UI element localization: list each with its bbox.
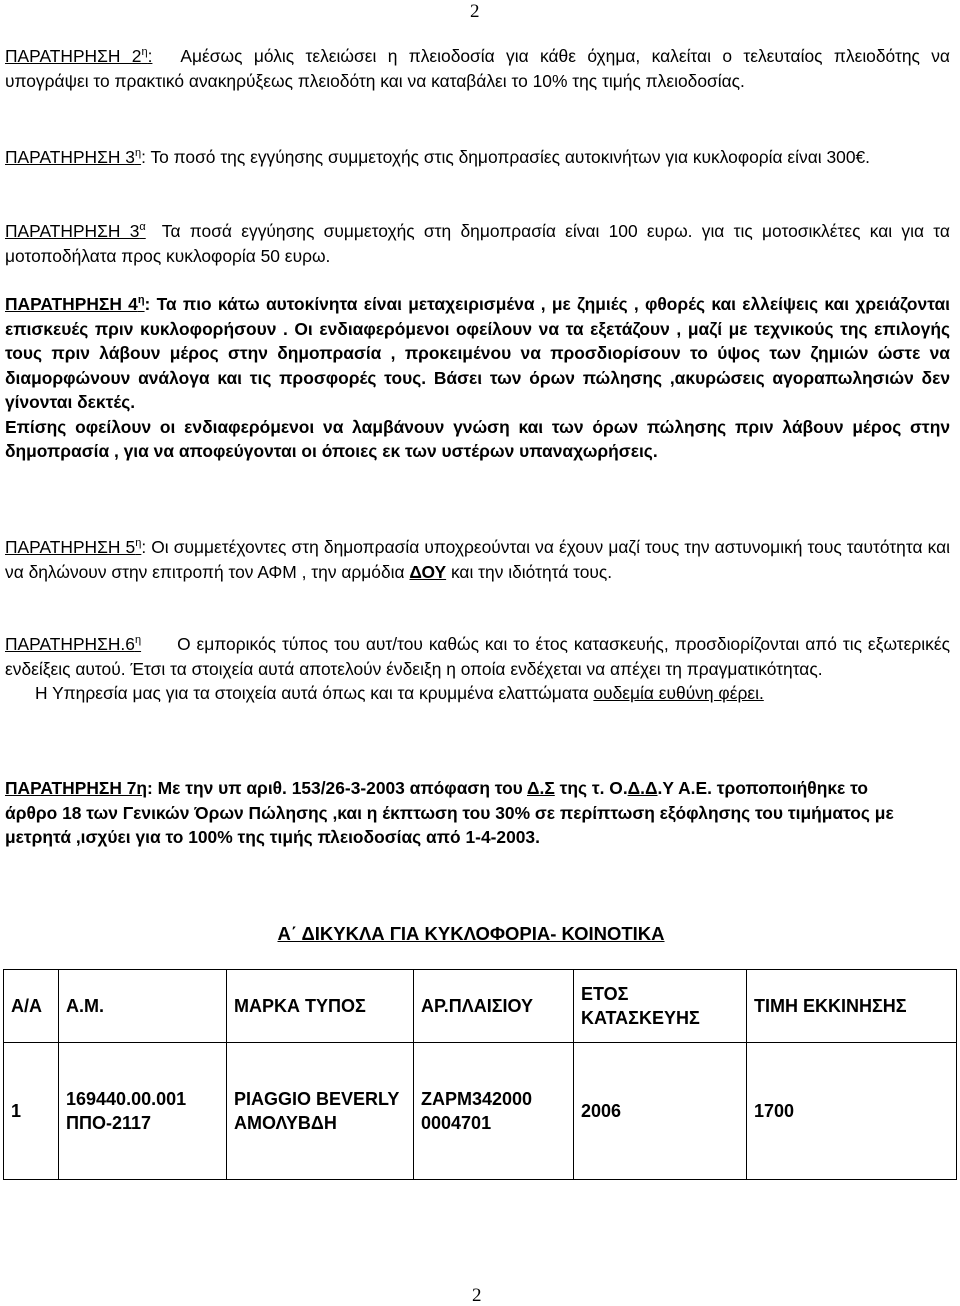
section-heading-text: Α΄ ΔΙΚΥΚΛΑ ΓΙΑ ΚΥΚΛΟΦΟΡΙΑ- ΚΟΙΝΟΤΙΚΑ [277,923,665,944]
cell-marka: PIAGGIO BEVERLY ΑΜΟΛΥΒΔΗ [227,1043,414,1180]
note-6-text-2: Η Υπηρεσία μας για τα στοιχεία αυτά όπως και τα κρυμμένα ελαττώματα [35,683,594,703]
note-7-text-e: .Υ Α.Ε. τροποποιήθηκε το άρθρο 18 των Γενικών Όρων Πώλησης ,και η έκπτωση του 30% σε περίπτωση εξόφλησης του τιμήματος με μετρητά ,ισχύει για το 100% της τιμής πλειοδοσίας από 1-4-2003. [5,778,894,847]
note-5-sup: η [135,537,142,549]
cell-am: 169440.00.001 ΠΠΟ-2117 [59,1043,227,1180]
note-7-dd: Δ.Δ [627,778,658,798]
note-6-label: ΠΑΡΑΤΗΡΗΣΗ.6 [5,634,135,654]
header-timi-ekkinisis: ΤΙΜΗ ΕΚΚΙΝΗΣΗΣ [747,970,957,1043]
note-5-text-before: : Οι συμμετέχοντες στη δημοπρασία υποχρεούνται να έχουν μαζί τους την αστυνομική τους ταυτότητα και να δηλώνουν στην επιτροπή τον ΑΦΜ , την αρμόδια [5,537,951,582]
note-6-sup: η [134,634,142,646]
note-3a-text: Τα ποσά εγγύησης συμμετοχής στη δημοπρασία είναι 100 ευρω. για τις μοτοσικλέτες και για τα μοτοποδήλατα προς κυκλοφορία 50 ευρω. [5,221,950,266]
header-marka-typos: ΜΑΡΚΑ ΤΥΠΟΣ [227,970,414,1043]
note-7-label: ΠΑΡΑΤΗΡΗΣΗ 7η [5,778,148,798]
note-2-sup: η [141,46,148,58]
cell-timi: 1700 [747,1043,957,1180]
note-4-paragraph [5,292,950,415]
note-3a-paragraph [5,219,950,268]
header-aa: Α/Α [4,970,59,1043]
note-5-paragraph [5,535,950,584]
vehicles-table [3,969,957,1180]
cell-etos: 2006 [574,1043,747,1180]
note-7-text-c: της τ. Ο. [554,778,628,798]
note-3a-label: ΠΑΡΑΤΗΡΗΣΗ 3 [5,221,140,241]
header-ar-plaisiou: ΑΡ.ΠΛΑΙΣΙΟΥ [414,970,574,1043]
note-5-doy: ΔΟΥ [409,561,447,582]
note-6-no-liability: ουδεμία ευθύνη φέρει. [593,683,764,703]
header-am: Α.Μ. [59,970,227,1043]
cell-plaisio: ZAPM342000 0004701 [414,1043,574,1180]
page-number-bottom: 2 [472,1285,482,1306]
note-5-label-group [5,537,141,557]
note-4-paragraph-2: Επίσης οφείλουν οι ενδιαφερόμενοι να λαμβάνουν γνώση και των όρων πώλησης πριν λάβουν μέρος στην δημοπρασία , για να αποφεύγονται οι όποιες εκ των υστέρων υπαναχωρήσεις. [5,416,950,461]
table-row [4,1043,957,1180]
note-4-block [5,292,950,464]
note-6-label-group [5,634,177,654]
note-3a-sup: α [139,221,146,233]
note-6-paragraph [5,632,950,681]
note-4-label: ΠΑΡΑΤΗΡΗΣΗ 4 [5,294,138,314]
note-4-text: : Τα πιο κάτω αυτοκίνητα είναι μεταχειρισμένα , με ζημιές , φθορές και ελλείψεις και χρειάζονται επισκευές πριν κυκλοφορήσουν . Οι ενδιαφερόμενοι οφείλουν να τα εξετάζουν , μαζί με τεχνικούς της επιλογής τους πριν λάβουν μέρος στην δημοπρασία , προκειμένου να προσδιορίσουν το ύψος των ζημιών ώστε να διαμορφώνουν ανάλογα και τις προσφορές τους. Βάσει των όρων πώλησης ,ακυρώσεις αγοραπωλησιών δεν γίνονται δεκτές. [5,294,950,412]
note-3a-label-group [5,221,146,241]
note-7-ds: Δ.Σ [527,778,555,798]
note-2-label: ΠΑΡΑΤΗΡΗΣΗ 2 [5,46,142,66]
note-7-text-a: : Με την υπ αριθ. 153/26-3-2003 απόφαση του [147,778,527,798]
note-2-label-group [5,46,180,66]
section-heading [0,922,960,946]
note-5-label: ΠΑΡΑΤΗΡΗΣΗ 5 [5,537,136,557]
note-3-paragraph [5,145,950,170]
note-3-sup: η [134,147,142,159]
cell-aa: 1 [4,1043,59,1180]
note-6-block [5,632,950,706]
header-etos-kataskevis: ΕΤΟΣ ΚΑΤΑΣΚΕΥΗΣ [574,970,747,1043]
note-3-text: Το ποσό της εγγύησης συμμετοχής στις δημοπρασίες αυτοκινήτων για κυκλοφορία είναι 300€. [150,147,871,167]
note-4-label-group [5,294,145,314]
note-4-sup: η [137,294,145,306]
note-7-paragraph [5,776,910,850]
note-3-colon: : [141,147,146,167]
page-number-top: 2 [470,1,480,22]
table-header-row [4,970,957,1043]
note-6-paragraph-2 [5,681,950,706]
note-6-text: Ο εμπορικός τύπος του αυτ/του καθώς και το έτος κατασκευής, προσδιορίζονται από τις εξωτερικές ενδείξεις αυτού. Έτσι τα στοιχεία αυτά αποτελούν ένδειξη η οποία ενδέχεται να απέχει τη πραγματικότητας. [5,634,950,679]
note-2-colon: : [147,46,153,66]
note-5-text-after: και την ιδιότητά τους. [446,561,613,582]
note-3-label: ΠΑΡΑΤΗΡΗΣΗ 3 [5,147,135,167]
note-2-text: Αμέσως μόλις τελειώσει η πλειοδοσία για κάθε όχημα, καλείται ο τελευταίος πλειοδότης να υπογράψει το πρακτικό ανακηρύξεως πλειοδότη και να καταβάλει το 10% της τιμής πλειοδοσίας. [5,46,950,91]
note-2-paragraph [5,44,950,93]
note-3-label-group [5,147,141,167]
